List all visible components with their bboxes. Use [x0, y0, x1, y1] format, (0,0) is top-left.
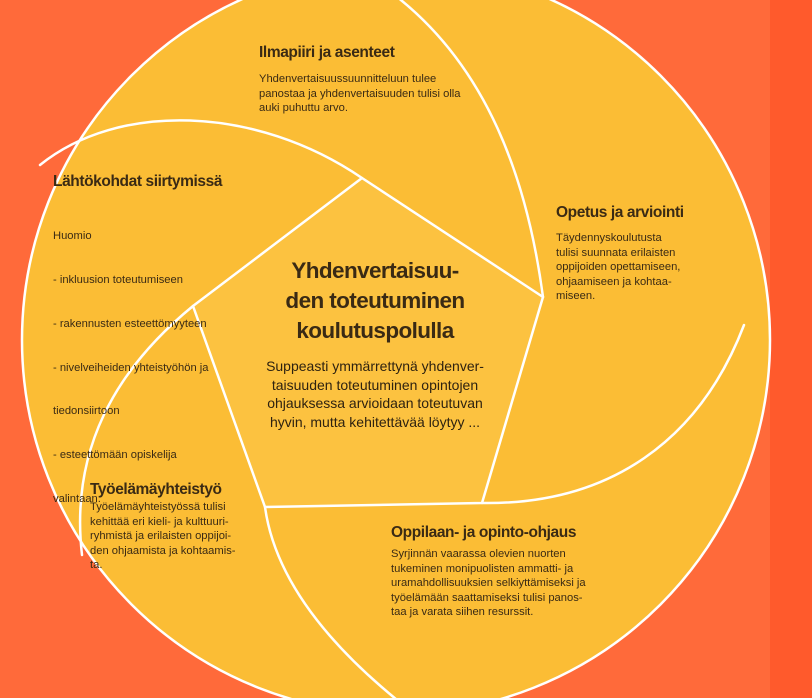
- segment-text-line: ohjaamiseen ja kohtaa-: [556, 275, 672, 288]
- segment-text-line: Työelämäyhteistyössä tulisi: [90, 501, 226, 513]
- segment-text-lahtokohdat: [53, 200, 208, 521]
- segment-text-line: Syrjinnän vaarassa olevien nuorten: [391, 548, 566, 560]
- segment-title-tyoelama: Työelämäyhteistyö: [90, 481, 222, 498]
- segment-title-ilmapiiri: Ilmapiiri ja asenteet: [259, 44, 395, 61]
- segment-text-line: työelämään saattamiseksi tulisi panos-: [391, 591, 583, 604]
- center-text-line: ohjauksessa arvioidaan toteutuvan: [267, 395, 483, 411]
- center-text-line: Suppeasti ymmärrettynä yhdenver-: [266, 358, 484, 374]
- segment-text-line: panostaa ja yhdenvertaisuuden tulisi olla: [259, 87, 461, 100]
- segment-text-oppilaan: [391, 547, 586, 620]
- center-title-line: den toteutuminen: [285, 288, 465, 313]
- segment-text-line: uramahdollisuuksien selkiyttämiseksi ja: [391, 577, 586, 590]
- segment-title-oppilaan: Oppilaan- ja opinto-ohjaus: [391, 524, 577, 541]
- segment-text-line: den ohjaamista ja kohtaamis-: [90, 544, 236, 557]
- segment-text-line: ta.: [90, 559, 103, 572]
- segment-text-line: tukeminen monipuolisten ammatti- ja: [391, 562, 574, 575]
- center-text-line: hyvin, mutta kehitettävää löytyy ...: [269, 413, 481, 430]
- center-title-line: koulutuspolulla: [296, 318, 454, 343]
- segment-text-opetus: [556, 231, 680, 304]
- center-title: [240, 256, 510, 346]
- center-text-line: taisuuden toteutuminen opintojen: [271, 376, 479, 393]
- segment-text-line: miseen.: [556, 290, 596, 303]
- segment-text-line: taa ja varata siihen resurssit.: [391, 606, 534, 619]
- segment-text-line: kehittää eri kieli- ja kulttuuri-: [90, 515, 229, 528]
- segment-text-line: tulisi suunnata erilaisten: [556, 246, 676, 259]
- segment-text-line: - nivelveiheiden yhteistyöhön ja: [53, 361, 209, 374]
- segment-text-line: - inkluusion toteutumiseen: [53, 273, 183, 286]
- segment-text-tyoelama: [90, 500, 236, 573]
- segment-text-line: Huomio: [53, 230, 92, 243]
- segment-text-line: oppijoiden opettamiseen,: [556, 261, 681, 274]
- segment-title-opetus: Opetus ja arviointi: [556, 204, 684, 221]
- segment-text-line: auki puhuttu arvo.: [259, 102, 348, 115]
- segment-title-lahtokohdat: Lähtökohdat siirtymissä: [53, 173, 223, 190]
- center-title-line: Yhdenvertaisuu-: [291, 258, 459, 283]
- center-description: [232, 357, 518, 431]
- segment-text-ilmapiiri: [259, 72, 461, 116]
- segment-text-line: ryhmistä ja erilaisten oppijoi-: [90, 530, 232, 543]
- segment-text-line: - rakennusten esteettömyyteen: [53, 317, 207, 330]
- segment-text-line: Yhdenvertaisuussuunnitteluun tulee: [259, 73, 437, 85]
- segment-text-line: - esteettömään opiskelija: [53, 449, 177, 462]
- segment-text-line: Täydennyskoulutusta: [556, 232, 662, 244]
- segment-text-line: valintaan.: [53, 492, 101, 505]
- segment-text-line: tiedonsiirtoon: [53, 405, 120, 418]
